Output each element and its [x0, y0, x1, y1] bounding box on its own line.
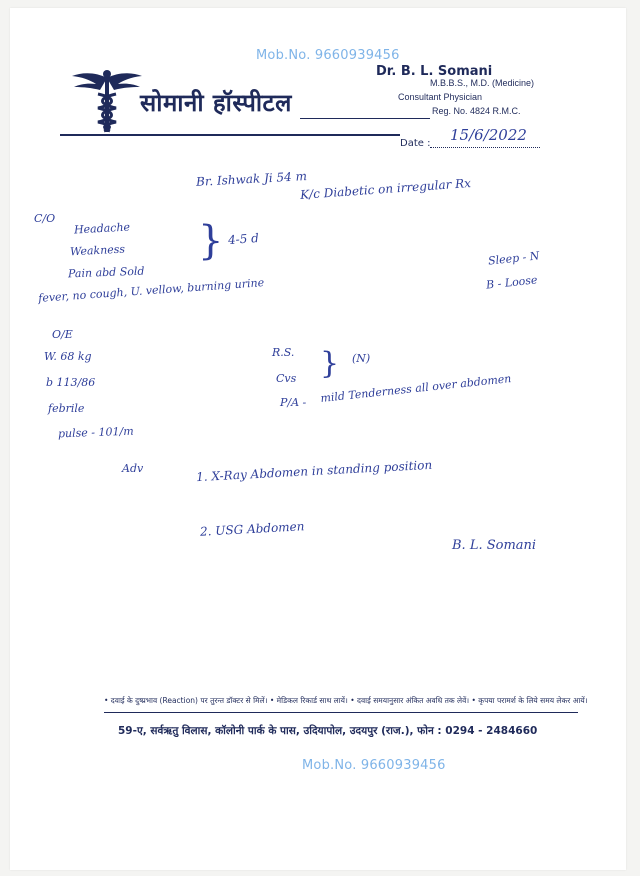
complaint-brace: }: [198, 218, 224, 264]
prescription-sheet: [10, 8, 626, 870]
bowel-line: B - Loose: [485, 273, 539, 292]
date-label: Date :: [400, 138, 431, 149]
exam-normal: (N): [352, 352, 371, 365]
exam-rs: R.S.: [272, 346, 295, 359]
doctor-registration: Reg. No. 4824 R.M.C.: [432, 106, 521, 116]
complaint-2: Weakness: [69, 242, 126, 259]
vital-bp: b 113/86: [46, 376, 96, 389]
complaint-label: C/O: [34, 212, 56, 225]
complaint-duration: 4-5 d: [227, 230, 260, 248]
investigation-2: 2. USG Abdomen: [199, 519, 305, 539]
doctor-qualification: M.B.B.S., M.D. (Medicine): [430, 78, 535, 88]
footer-divider-top: [104, 712, 578, 713]
bottom-mobile-stamp: Mob.No. 9660939456: [302, 758, 446, 773]
date-value: 15/6/2022: [450, 126, 527, 144]
exam-label: O/E: [52, 328, 73, 341]
footer-address: 59-ए, सर्वऋतु विलास, कॉलोनी पार्क के पास, उदियापोल, उदयपुर (राज.), फोन : 0294 - 2484660: [118, 725, 538, 737]
caduceus-logo-icon: [68, 68, 146, 136]
signature: B. L. Somani: [452, 538, 537, 553]
complaint-3: Pain abd Sold: [67, 264, 145, 281]
doctor-designation: Consultant Physician: [398, 92, 483, 102]
footer-notes: • दवाई के दुष्प्रभाव (Reaction) पर तुरन्त डॉक्टर से मिलें। • मेडिकल रिकार्ड साथ लायें। • दवाई समयानुसार अंकित अवधि तक लेवें। • कृपया परामर्श के लिये समय लेकर आयें।: [104, 696, 588, 705]
exam-pa-label: P/A -: [280, 396, 307, 409]
exam-brace: }: [320, 346, 340, 381]
exam-pa-finding: mild Tenderness all over abdomen: [319, 372, 512, 405]
header-divider-mid: [300, 118, 430, 119]
vital-temp: febrile: [48, 402, 85, 415]
vital-pulse: pulse - 101/m: [57, 424, 134, 441]
history-line: K/c Diabetic on irregular Rx: [299, 176, 472, 202]
patient-line: Br. Ishwak Ji 54 m: [195, 169, 308, 189]
header-divider-left: [60, 134, 400, 136]
complaint-1: Headache: [73, 220, 131, 237]
investigation-1: 1. X-Ray Abdomen in standing position: [195, 457, 433, 485]
doctor-name: Dr. B. L. Somani: [376, 64, 493, 79]
advice-label: Adv: [122, 462, 144, 475]
symptom-line: fever, no cough, U. vellow, burning urine: [37, 276, 265, 305]
vital-weight: W. 68 kg: [44, 350, 92, 363]
hospital-name: सोमानी हॉस्पीटल: [140, 89, 292, 117]
top-mobile-stamp: Mob.No. 9660939456: [256, 48, 400, 63]
date-line: [430, 147, 540, 148]
sleep-line: Sleep - N: [487, 249, 540, 268]
exam-cvs: Cvs: [276, 372, 297, 385]
